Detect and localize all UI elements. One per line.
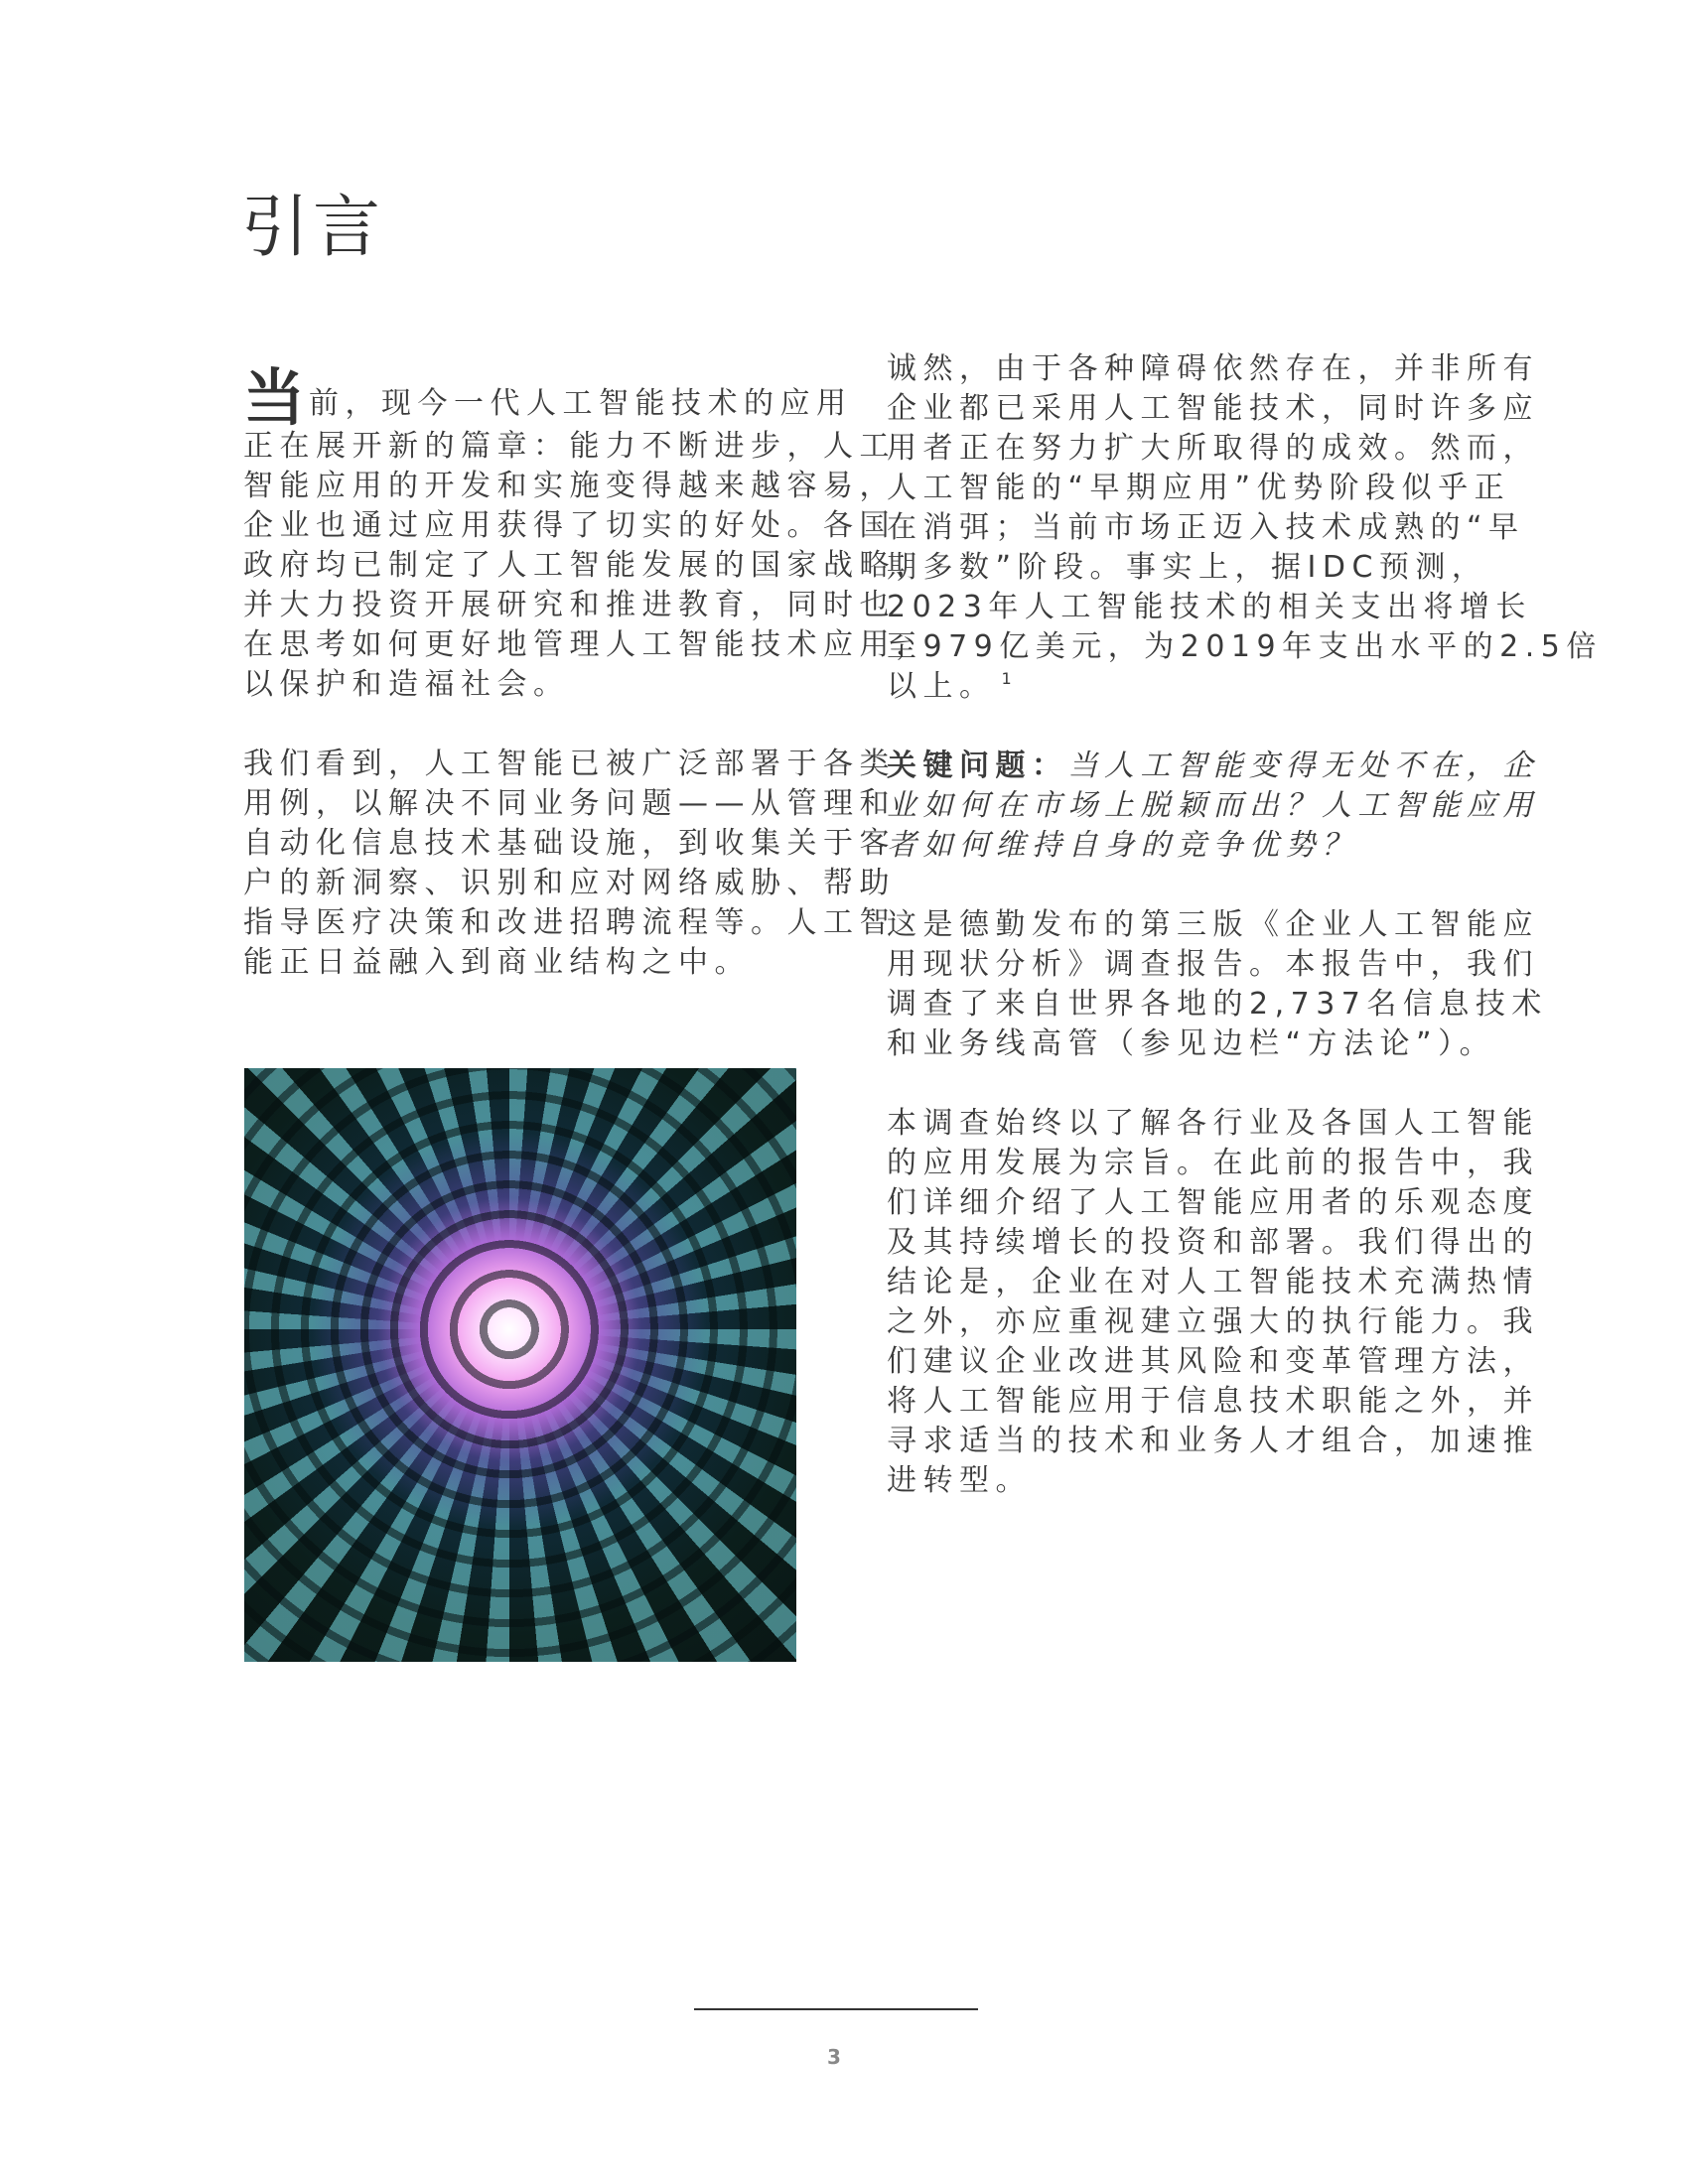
text-line: 及其持续增长的投资和部署。我们得出的 — [887, 1225, 1539, 1260]
text-line — [887, 826, 1433, 866]
page-number: 3 — [827, 2045, 841, 2069]
survey-paragraph — [887, 1104, 1539, 1501]
text-line: 的应用发展为宗旨。在此前的报告中，我 — [887, 1146, 1539, 1180]
text-line: 之外，亦应重视建立强大的执行能力。我 — [887, 1304, 1539, 1339]
text-line: 们详细介绍了人工智能应用者的乐观态度 — [887, 1185, 1539, 1220]
key-question-text: 业如何在市场上脱颖而出？人工智能应用 — [887, 788, 1539, 823]
text-line: 企业也通过应用获得了切实的好处。各国 — [243, 508, 896, 543]
use-cases-paragraph — [243, 745, 896, 983]
paragraph-first-line — [243, 361, 853, 434]
text-line: 人工智能的“早期应用”优势阶段似乎正 — [887, 471, 1511, 505]
text-line: 用现状分析》调查报告。本报告中，我们 — [887, 947, 1539, 982]
text-line: 指导医疗决策和改进招聘流程等。人工智 — [243, 905, 896, 940]
key-question-text: 当人工智能变得无处不在，企 — [1067, 749, 1539, 783]
text-line — [887, 786, 1539, 826]
text-line: 智能应用的开发和实施变得越来越容易， — [243, 469, 896, 503]
text-line: 2023年人工智能技术的相关支出将增长 — [887, 590, 1532, 624]
text-line: 户的新洞察、识别和应对网络威胁、帮助 — [243, 866, 896, 900]
text-line: 我们看到，人工智能已被广泛部署于各类 — [243, 747, 896, 781]
text-line: 结论是，企业在对人工智能技术充满热情 — [887, 1265, 1539, 1299]
intro-paragraph — [243, 427, 932, 705]
text-line: 至979亿美元，为2019年支出水平的2.5倍 — [887, 629, 1603, 664]
right-column — [887, 349, 1603, 1501]
text-line: 正在展开新的篇章：能力不断进步，人工 — [243, 429, 896, 464]
text-line: 能正日益融入到商业结构之中。 — [243, 945, 751, 980]
text-line — [887, 747, 1539, 786]
text-line: 用者正在努力扩大所取得的成效。然而， — [887, 431, 1539, 466]
page-title: 引言 — [241, 189, 385, 267]
report-paragraph — [887, 905, 1548, 1064]
footnote-marker: 1 — [1001, 669, 1012, 688]
text-line: 用例，以解决不同业务问题——从管理和 — [243, 786, 896, 821]
text-line: 进转型。 — [887, 1463, 1032, 1498]
text-line: 以保护和造福社会。 — [243, 667, 570, 702]
text-line: 自动化信息技术基础设施，到收集关于客 — [243, 826, 896, 861]
text-line: 们建议企业改进其风险和变革管理方法， — [887, 1344, 1539, 1379]
key-question — [887, 747, 1539, 866]
text-line: 将人工智能应用于信息技术职能之外，并 — [887, 1384, 1539, 1419]
key-question-text: 者如何维持自身的竞争优势？ — [887, 828, 1358, 863]
text-line: 在思考如何更好地管理人工智能技术应用， — [243, 627, 932, 662]
drop-cap: 当 — [243, 361, 306, 434]
text-line: 前，现今一代人工智能技术的应用 — [309, 386, 853, 421]
footer-divider — [694, 2008, 978, 2010]
left-column — [243, 361, 932, 983]
text-line: 这是德勤发布的第三版《企业人工智能应 — [887, 907, 1539, 942]
text-line: 在消弭；当前市场正迈入技术成熟的“早 — [887, 510, 1525, 545]
market-paragraph — [887, 349, 1603, 707]
text-line: 和业务线高管（参见边栏“方法论”）。 — [887, 1026, 1496, 1061]
text-line: 调查了来自世界各地的2,737名信息技术 — [887, 987, 1548, 1022]
ai-light-tunnel-image — [244, 1068, 796, 1662]
text-line: 政府均已制定了人工智能发展的国家战略， — [243, 548, 932, 583]
key-question-label: 关键问题： — [887, 749, 1068, 783]
text-line: 以上。 $^1$ — [887, 669, 1012, 704]
text-line: 期多数”阶段。事实上，据IDC预测， — [887, 550, 1488, 585]
text-line: 企业都已采用人工智能技术，同时许多应 — [887, 391, 1539, 426]
text-line: 本调查始终以了解各行业及各国人工智能 — [887, 1106, 1539, 1141]
text-line: 寻求适当的技术和业务人才组合，加速推 — [887, 1424, 1539, 1458]
text-line: 并大力投资开展研究和推进教育，同时也 — [243, 588, 896, 622]
text-line: 诚然，由于各种障碍依然存在，并非所有 — [887, 351, 1539, 386]
